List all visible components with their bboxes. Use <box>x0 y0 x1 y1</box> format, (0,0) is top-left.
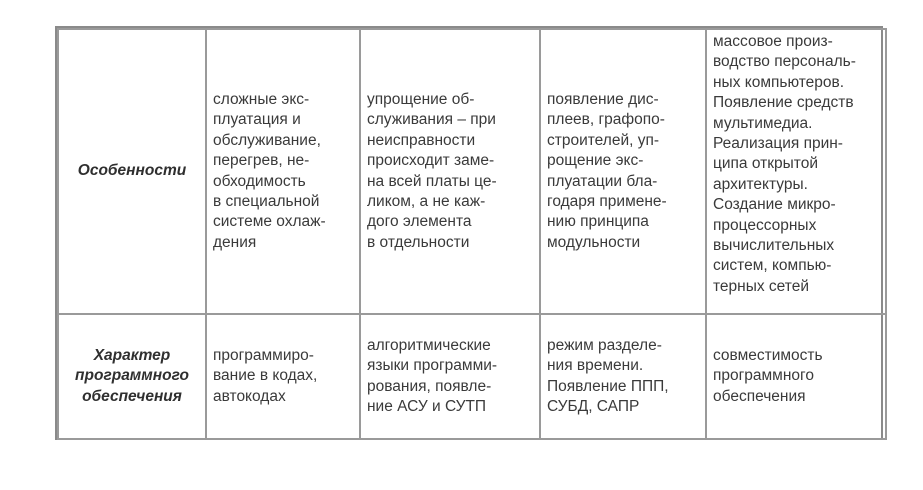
table-cell: сложные экс- плуатация и обслуживание, перегрев, не- обходимость в специальной системе охлаж- дения <box>206 29 360 314</box>
table-cell: совместимость программного обеспечения <box>706 314 886 439</box>
table-row-features <box>58 29 886 314</box>
table-cell: алгоритмические языки программи- рования, появле- ние АСУ и СУТП <box>360 314 540 439</box>
generations-table <box>55 26 883 440</box>
table-cell: массовое произ- водство персональ- ных компьютеров. Появление средств мультимедиа. Реализация прин- ципа открытой архитектуры. Создание микро- процессорных вычислительных систем, компью- терных сетей <box>706 29 886 314</box>
comparison-table <box>57 28 887 440</box>
row-header-features: Особенности <box>58 29 206 314</box>
table-cell: режим разделе- ния времени. Появление ППП, СУБД, САПР <box>540 314 706 439</box>
table-cell: появление дис- плеев, графопо- строителей, уп- рощение экс- плуатации бла- годаря примене- нию принципа модульности <box>540 29 706 314</box>
row-header-software: Характер программного обеспечения <box>58 314 206 439</box>
table-row-software <box>58 314 886 439</box>
table-cell: программиро- вание в кодах, автокодах <box>206 314 360 439</box>
table-cell: упрощение об- служивания – при неисправности происходит заме- на всей платы це- ликом, а не каж- дого элемента в отдельности <box>360 29 540 314</box>
